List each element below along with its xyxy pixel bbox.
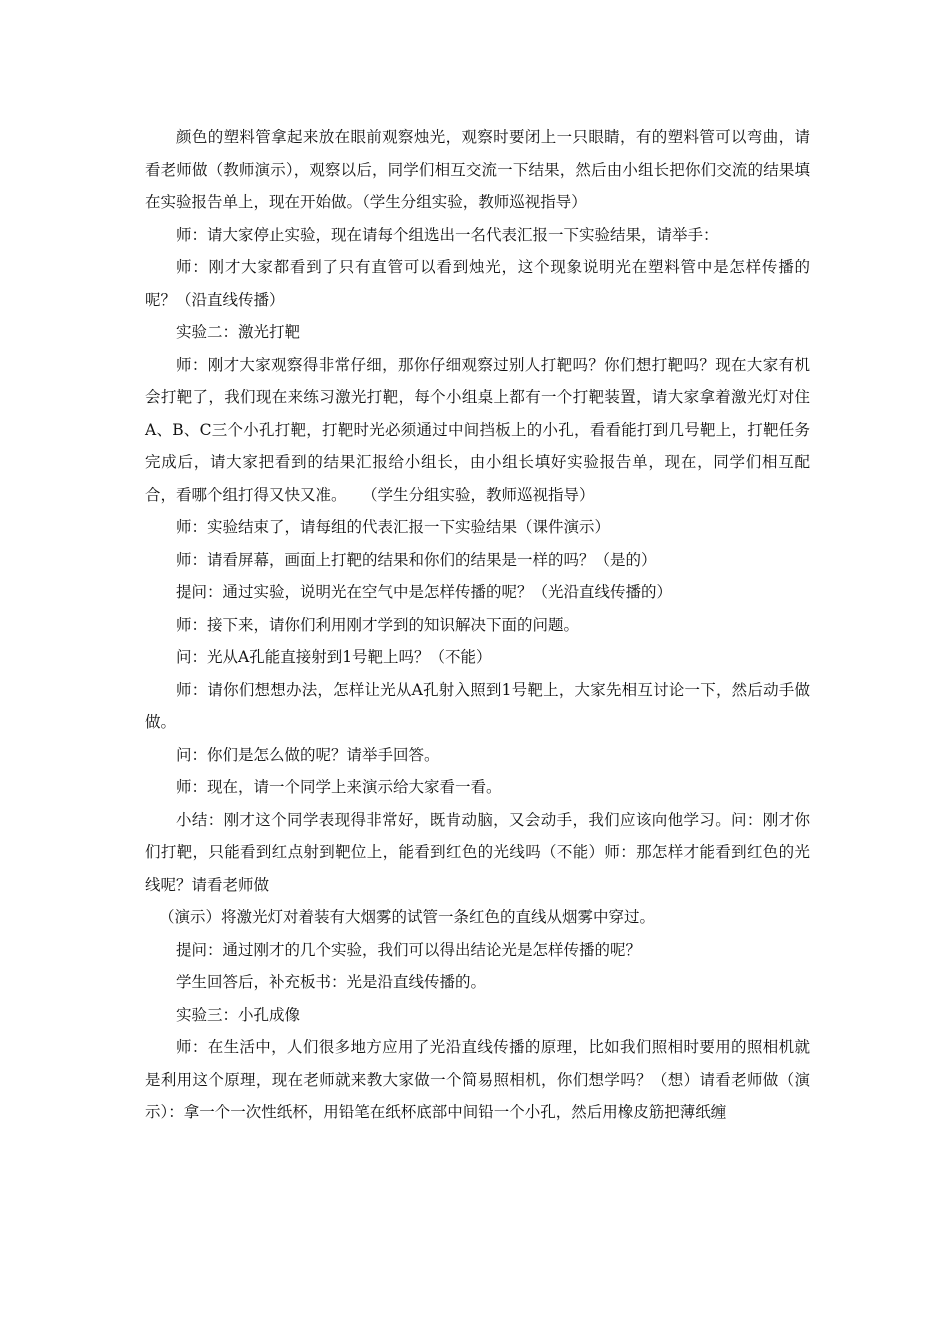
paragraph-student-demo: 师：现在，请一个同学上来演示给大家看一看。 (176, 778, 502, 796)
paragraph-straight-tube-question: 师：刚才大家都看到了只有直管可以看到烛光，这个现象说明光在塑料管中是怎样传播的呢？（沿直线传播） (145, 258, 810, 309)
paragraph-look-at-screen: 师：请看屏幕，画面上打靶的结果和你们的结果是一样的吗？（是的） (176, 550, 657, 569)
paragraph-how-did-you-do: 问：你们是怎么做的呢？请举手回答。 (176, 745, 440, 764)
paragraph-question-air: 提问：通过实验，说明光在空气中是怎样传播的呢？（光沿直线传播的） (176, 583, 673, 601)
paragraph-think-of-method: 师：请你们想想办法，怎样让光从A孔射入照到1号靶上，大家先相互讨论一下，然后动手做做。 (145, 680, 810, 731)
heading-experiment-three: 实验三：小孔成像 (176, 1005, 301, 1024)
paragraph-question-hole-a: 问：光从A孔能直接射到1号靶上吗？（不能） (176, 648, 492, 666)
heading-experiment-two: 实验二：激光打靶 (176, 323, 301, 341)
paragraph-question-conclusion: 提问：通过刚才的几个实验，我们可以得出结论光是怎样传播的呢？ (176, 940, 642, 959)
paragraph-next-problem: 师：接下来，请你们利用刚才学到的知识解决下面的问题。 (176, 615, 580, 634)
paragraph-summary: 小结：刚才这个同学表现得非常好，既肯动脑，又会动手，我们应该向他学习。问：刚才你们打靶，只能看到红点射到靶位上，能看到红色的光线吗（不能）师：那怎样才能看到红色的光线呢？请看老师做 (145, 810, 810, 894)
paragraph-experiment-end: 师：实验结束了，请每组的代表汇报一下实验结果（课件演示） (176, 518, 611, 536)
paragraph-blackboard-note: 学生回答后，补充板书：光是沿直线传播的。 (176, 973, 487, 991)
document-body (145, 121, 810, 1129)
paragraph-stop-experiment: 师：请大家停止实验，现在请每个组选出一名代表汇报一下实验结果，请举手： (176, 225, 719, 244)
paragraph-pinhole-camera: 师：在生活中，人们很多地方应用了光沿直线传播的原理，比如我们照相时要用的照相机就是利用这个原理，现在老师就来教大家做一个简易照相机，你们想学吗？（想）请看老师做（演示）：拿一个一次性纸杯，用铅笔在纸杯底部中间铅一个小孔，然后用橡皮筋把薄纸缠 (145, 1038, 810, 1121)
paragraph-laser-target-intro: 师：刚才大家观察得非常仔细，那你仔细观察过别人打靶吗？你们想打靶吗？现在大家有机会打靶了，我们现在来练习激光打靶，每个小组桌上都有一个打靶装置，请大家拿着激光灯对住A、B、C三个小孔打靶，打靶时光必须通过中间挡板上的小孔，看看能打到几号靶上，打靶任务完成后，请大家把看到的结果汇报给小组长，由小组长填好实验报告单，现在，同学们相互配合，看哪个组打得又快又准。 （学生分组实验，教师巡视指导） (145, 355, 810, 504)
paragraph-demo-smoke: （演示）将激光灯对着装有大烟雾的试管一条红色的直线从烟雾中穿过。 (159, 908, 656, 926)
paragraph-continued-plastic-tube: 颜色的塑料管拿起来放在眼前观察烛光，观察时要闭上一只眼睛，有的塑料管可以弯曲，请看老师做（教师演示），观察以后，同学们相互交流一下结果，然后由小组长把你们交流的结果填在实验报告单上，现在开始做。（学生分组实验，教师巡视指导） (145, 128, 810, 211)
